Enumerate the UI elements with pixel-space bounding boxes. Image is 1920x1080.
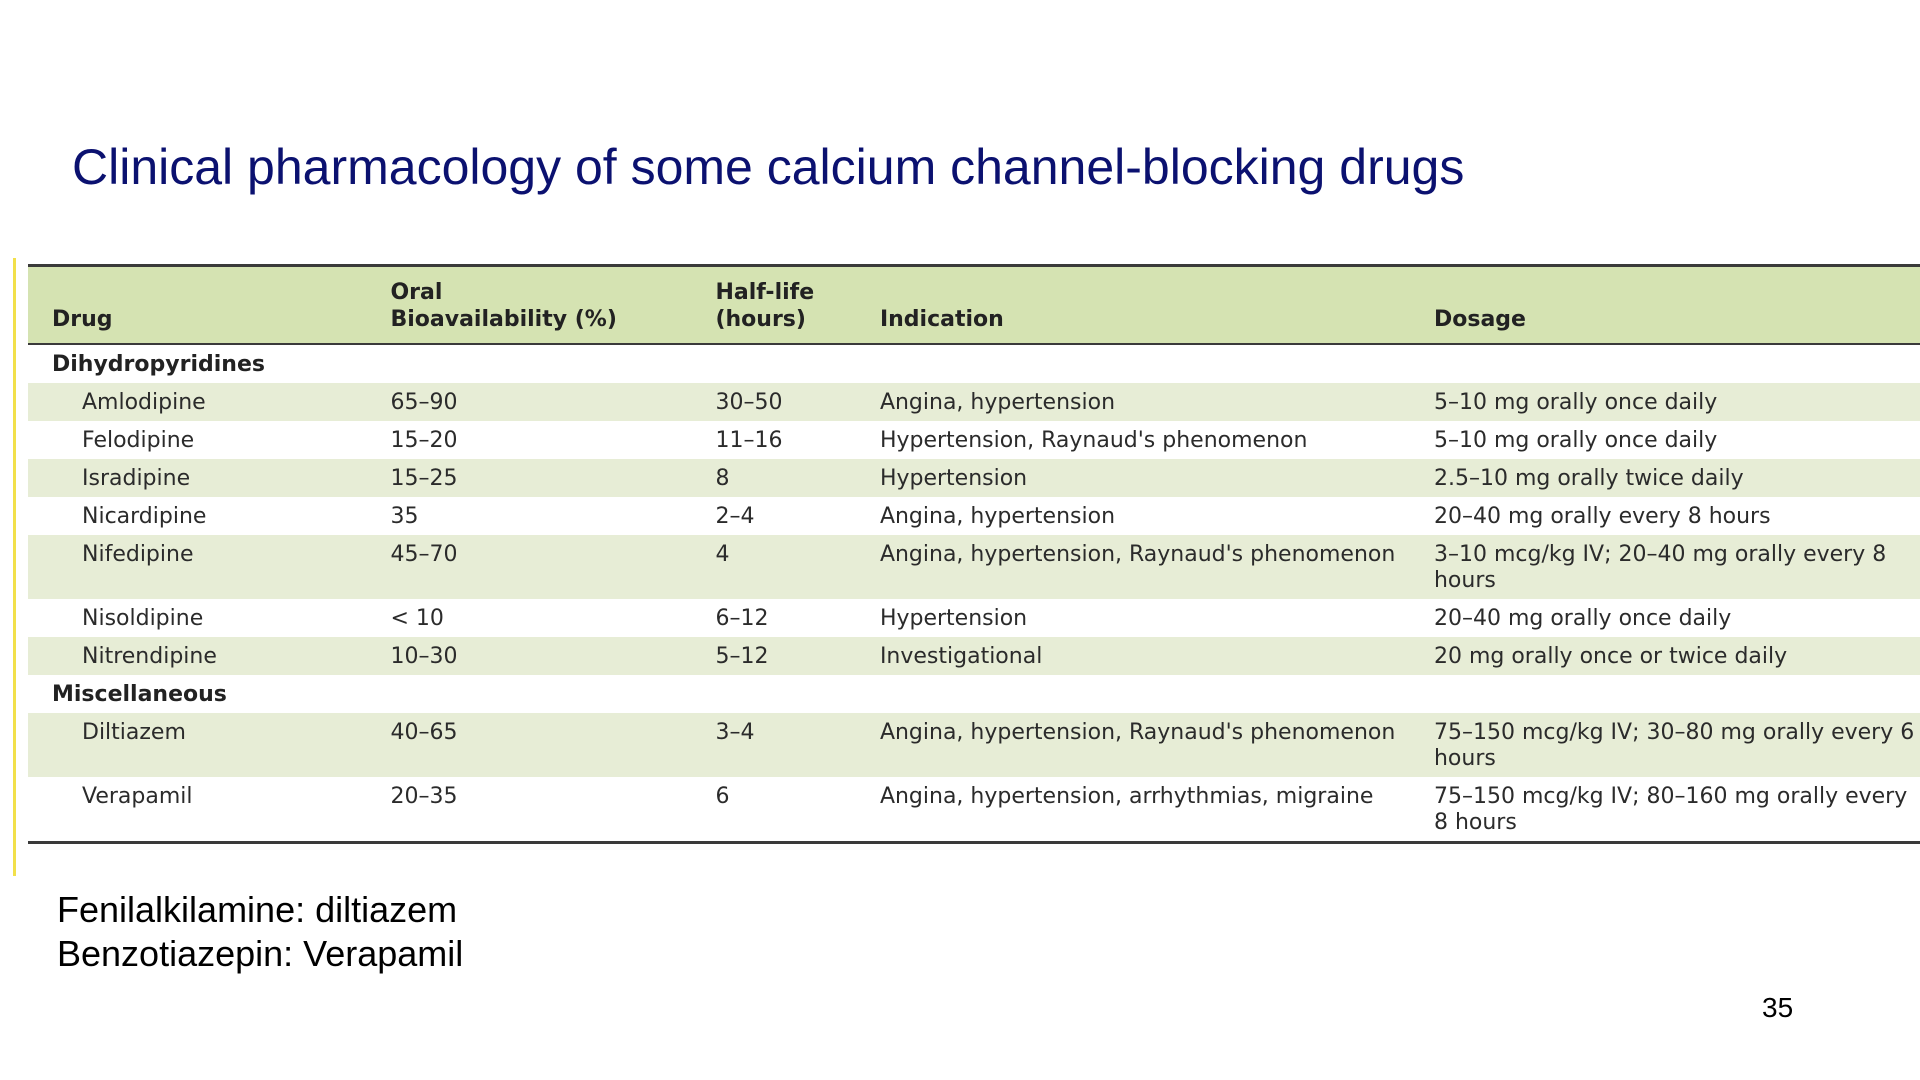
cell-dosage: 20–40 mg orally once daily <box>1434 599 1920 637</box>
slide-title: Clinical pharmacology of some calcium channel-blocking drugs <box>72 139 1465 195</box>
table-row <box>28 421 1920 459</box>
header-drug-label: Drug <box>52 307 113 332</box>
cell-bioavailability: 45–70 <box>390 535 715 599</box>
cell-drug: Nitrendipine <box>28 637 390 675</box>
header-drug <box>28 266 390 345</box>
table-row <box>28 599 1920 637</box>
table-row <box>28 713 1920 777</box>
table-row <box>28 497 1920 535</box>
cell-bioavailability: 20–35 <box>390 777 715 843</box>
accent-bar <box>13 258 16 876</box>
header-half-line2: (hours) <box>715 307 806 332</box>
cell-dosage: 5–10 mg orally once daily <box>1434 383 1920 421</box>
drug-table-container <box>28 264 1920 860</box>
cell-half-life: 6–12 <box>715 599 879 637</box>
cell-drug: Nicardipine <box>28 497 390 535</box>
cell-drug: Nifedipine <box>28 535 390 599</box>
table-row <box>28 637 1920 675</box>
cell-half-life: 5–12 <box>715 637 879 675</box>
cell-dosage: 3–10 mcg/kg IV; 20–40 mg orally every 8 hours <box>1434 535 1920 599</box>
cell-indication: Angina, hypertension, Raynaud's phenomenon <box>880 713 1434 777</box>
cell-half-life: 4 <box>715 535 879 599</box>
group-row-dihydropyridines <box>28 344 1920 383</box>
footnote-line: Fenilalkilamine: diltiazem <box>57 889 458 930</box>
cell-drug: Isradipine <box>28 459 390 497</box>
cell-dosage: 5–10 mg orally once daily <box>1434 421 1920 459</box>
group-label: Miscellaneous <box>28 675 1920 713</box>
cell-drug: Verapamil <box>28 777 390 843</box>
cell-drug: Nisoldipine <box>28 599 390 637</box>
cell-indication: Angina, hypertension, Raynaud's phenomenon <box>880 535 1434 599</box>
cell-indication: Hypertension <box>880 459 1434 497</box>
cell-indication: Hypertension <box>880 599 1434 637</box>
cell-bioavailability: 65–90 <box>390 383 715 421</box>
cell-dosage: 20 mg orally once or twice daily <box>1434 637 1920 675</box>
group-label: Dihydropyridines <box>28 344 1920 383</box>
cell-bioavailability: 10–30 <box>390 637 715 675</box>
table-row <box>28 383 1920 421</box>
header-bio-line1: Oral <box>390 280 443 305</box>
table-header-row <box>28 266 1920 345</box>
cell-dosage: 75–150 mcg/kg IV; 30–80 mg orally every 6 hours <box>1434 713 1920 777</box>
cell-bioavailability: 15–25 <box>390 459 715 497</box>
cell-half-life: 3–4 <box>715 713 879 777</box>
table-row <box>28 459 1920 497</box>
cell-half-life: 30–50 <box>715 383 879 421</box>
cell-bioavailability: < 10 <box>390 599 715 637</box>
cell-indication: Investigational <box>880 637 1434 675</box>
cell-drug: Felodipine <box>28 421 390 459</box>
header-half-line1: Half-life <box>715 280 815 305</box>
cell-dosage: 2.5–10 mg orally twice daily <box>1434 459 1920 497</box>
cell-half-life: 11–16 <box>715 421 879 459</box>
footnote-line: Benzotiazepin: Verapamil <box>57 933 464 974</box>
header-bio-line2: Bioavailability (%) <box>390 307 617 332</box>
cell-bioavailability: 15–20 <box>390 421 715 459</box>
table-row <box>28 777 1920 843</box>
header-dosage-label: Dosage <box>1433 307 1526 332</box>
cell-half-life: 8 <box>715 459 879 497</box>
cell-half-life: 2–4 <box>715 497 879 535</box>
cell-indication: Angina, hypertension <box>880 383 1434 421</box>
footnote-block <box>57 888 463 976</box>
page-number: 35 <box>1762 992 1794 1023</box>
drug-table <box>28 264 1920 844</box>
cell-dosage: 75–150 mcg/kg IV; 80–160 mg orally every 8 hours <box>1434 777 1920 843</box>
cell-half-life: 6 <box>715 777 879 843</box>
cell-indication: Angina, hypertension <box>880 497 1434 535</box>
cell-indication: Hypertension, Raynaud's phenomenon <box>880 421 1434 459</box>
header-indication <box>880 266 1434 345</box>
header-indication-label: Indication <box>879 307 1004 332</box>
cell-drug: Amlodipine <box>28 383 390 421</box>
cell-dosage: 20–40 mg orally every 8 hours <box>1434 497 1920 535</box>
group-row-miscellaneous <box>28 675 1920 713</box>
cell-indication: Angina, hypertension, arrhythmias, migraine <box>880 777 1434 843</box>
header-half-life <box>715 266 879 345</box>
header-dosage <box>1434 266 1920 345</box>
cell-drug: Diltiazem <box>28 713 390 777</box>
header-bioavailability <box>390 266 715 345</box>
cell-bioavailability: 40–65 <box>390 713 715 777</box>
cell-bioavailability: 35 <box>390 497 715 535</box>
table-row <box>28 535 1920 599</box>
